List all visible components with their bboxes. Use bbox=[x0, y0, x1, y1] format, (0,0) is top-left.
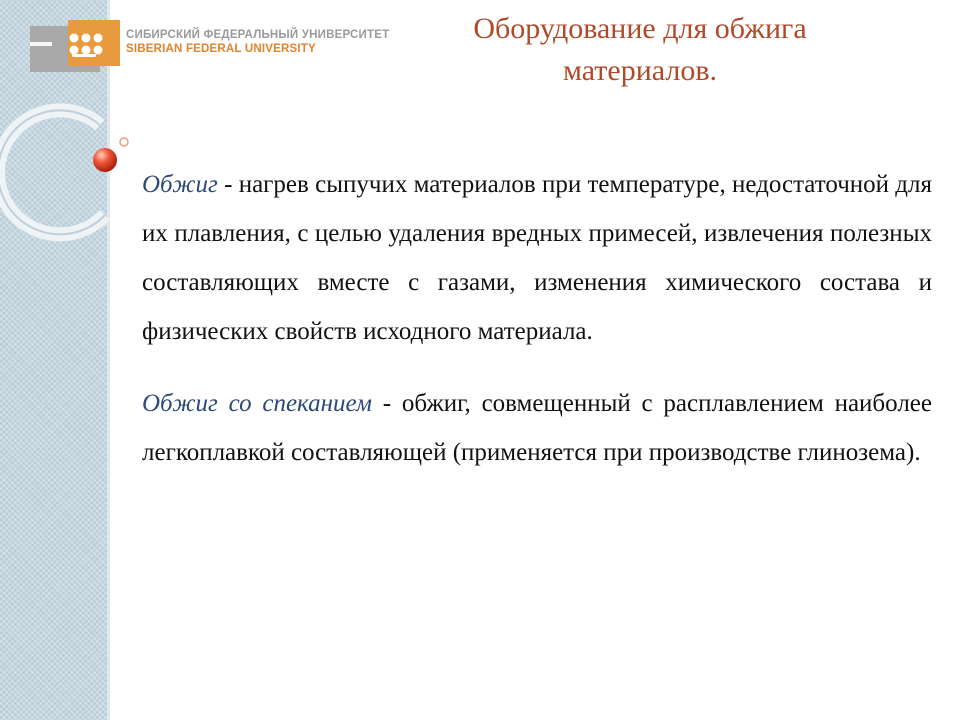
circle-ornament-icon bbox=[0, 95, 140, 245]
university-name-ru: СИБИРСКИЙ ФЕДЕРАЛЬНЫЙ УНИВЕРСИТЕТ bbox=[126, 29, 390, 41]
definition-roasting: - нагрев сыпучих материалов при температуре, недостаточной для их плавления, с целью удаления вредных примесей, извлечения полезных составляющих вместе с газами, изменения химического состава и физических свойств исходного материала. bbox=[142, 171, 932, 345]
university-name bbox=[126, 28, 389, 56]
slide-title-line-2: материалов. bbox=[562, 54, 717, 87]
slide-body bbox=[142, 160, 932, 500]
term-sintering: Обжиг со спеканием bbox=[142, 390, 372, 417]
university-name-en: SIBERIAN FEDERAL UNIVERSITY bbox=[126, 43, 316, 55]
university-logo-icon bbox=[30, 20, 120, 72]
term-roasting: Обжиг bbox=[142, 171, 218, 198]
slide-title bbox=[400, 8, 880, 92]
slide-title-line-1: Оборудование для обжига bbox=[473, 12, 807, 45]
definition-paragraph-sintering bbox=[142, 379, 932, 477]
definition-paragraph-roasting bbox=[142, 160, 932, 356]
definition-sintering: - обжиг, совмещенный с расплавлением наиболее легкоплавкой составляющей (применяется при производстве глинозема). bbox=[142, 390, 932, 466]
